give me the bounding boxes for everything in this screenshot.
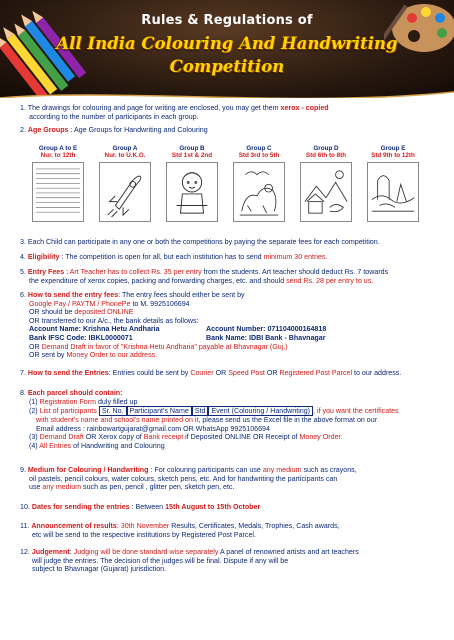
- rule-4-text: : The competition is open for all, but each institution has to send: [59, 253, 264, 261]
- rule-7-head: How to send the Entries: [27, 369, 109, 377]
- payment-number: to M. 9925106694: [130, 299, 190, 308]
- sub-1-text: duly filled up: [96, 397, 138, 406]
- rule-6-text: : The entry fees should either be sent by: [118, 291, 245, 299]
- group-d: [296, 145, 356, 227]
- rule-9-text-5: such as pen, pencil , glitter pen, sketch pen, etc.: [81, 483, 235, 492]
- rule-6-or-2: OR: [29, 342, 42, 351]
- header-line-3: Competition: [169, 57, 285, 76]
- rule-12-text-2: will judge the entries. The decision of the judges will be final. Dispute if any will be: [32, 556, 289, 565]
- account-number: 071104000164818: [267, 325, 327, 334]
- rule-9-head: Medium for Colouring / Handwriting: [27, 466, 149, 474]
- group-range: Std 9th to 12th: [371, 152, 415, 159]
- any-medium-2: any medium: [42, 483, 82, 492]
- group-c: [229, 145, 289, 227]
- bank-name-label: Bank Name:: [206, 333, 249, 342]
- group-name: Group B: [179, 145, 205, 152]
- deposit-online: deposited ONLINE: [74, 308, 134, 317]
- rule-10-num: 10.: [20, 503, 32, 511]
- registration-form: Registration Form: [39, 397, 97, 406]
- rule-12-head: Judgement: [31, 548, 70, 556]
- group-name: Group D: [313, 145, 339, 152]
- header-line-2: All India Colouring And Handwriting: [56, 34, 398, 53]
- group-name: Group C: [246, 145, 272, 152]
- rocket-drawing-thumbnail: [99, 162, 151, 222]
- bank-transfer-text: OR transferred to our A/c., the bank details as follows:: [29, 316, 199, 325]
- header-wave: [0, 86, 454, 98]
- judging-standard: Judging will be done standard wise separately: [73, 548, 219, 556]
- rule-3-text: 3. Each Child can participate in any one or both the competitions by paying the separate fees for each competition.: [20, 238, 380, 246]
- speed-post: Speed Post: [228, 369, 265, 377]
- rule-4-num: 4.: [20, 253, 28, 261]
- rule-11-text: Results, Certificates, Medals, Trophies, Cash awards,: [169, 522, 340, 530]
- group-range: Std 1st & 2nd: [171, 152, 213, 159]
- rule-9: [20, 466, 446, 492]
- child-drawing-thumbnail: [166, 162, 218, 222]
- rule-11-num: 11.: [20, 522, 32, 530]
- participant-list: List of participants: [39, 407, 97, 416]
- rule-1-text: 1. The drawings for colouring and page for writing are enclosed, you may get them: [20, 104, 281, 112]
- bank-name: IDBI Bank - Bhavnagar: [248, 333, 326, 342]
- rule-7-end: to our address.: [352, 369, 402, 377]
- column-std: Std: [192, 406, 209, 416]
- rule-10-head: Dates for sending the entries: [31, 503, 130, 511]
- group-name: Group E: [380, 145, 406, 152]
- column-event: Event (Colouring / Handwriting): [208, 406, 313, 416]
- group-range: Nur. to U.K.G.: [104, 152, 146, 159]
- rule-12: [20, 548, 446, 574]
- rule-11-sep: :: [116, 522, 121, 530]
- rule-4-highlight: minimum 30 entries.: [263, 253, 328, 261]
- ifsc-label: Bank IFSC Code:: [29, 333, 89, 342]
- group-range: Nur. to 12th: [40, 152, 76, 159]
- sub-3-text: OR Xerox copy of: [83, 433, 144, 442]
- rule-7: [20, 369, 446, 378]
- sub-2-text: , if you want the certificates: [313, 407, 399, 416]
- demand-draft: Demand Draft: [39, 433, 84, 442]
- rule-6-head: How to send the entry fees: [27, 291, 119, 299]
- sub-3-num: (3): [29, 433, 40, 442]
- animal-drawing-thumbnail: [233, 162, 285, 222]
- rule-10: [20, 503, 446, 512]
- account-name: Krishna Hetu Andharia: [83, 325, 160, 334]
- rule-5-text-2: the expenditure of xerox copies, packing and forwarding charges, etc. and should: [29, 276, 287, 285]
- rule-6: [20, 291, 446, 360]
- money-order: Money Order.: [299, 433, 343, 442]
- rule-2: [20, 126, 446, 135]
- rule-5-head: Entry Fees: [27, 268, 65, 276]
- sub-1-num: (1): [29, 397, 40, 406]
- rule-12-text-3: subject to Bhavnagar (Gujarat) jurisdiction.: [32, 565, 167, 574]
- sub-4-text: of Handwriting and Colouring: [71, 441, 165, 450]
- certificate-text: with student's name and school's name printed on it: [36, 416, 199, 425]
- rule-11-text-2: etc will be send to the respective institutions by Registered Post Parcel.: [32, 530, 256, 539]
- rule-5-highlight: Art Teacher has to collect Rs. 35 per entry: [69, 268, 202, 276]
- rule-8-num: 8.: [20, 389, 28, 397]
- ifsc-code: IBKL0000071: [88, 333, 133, 342]
- sub-4-num: (4): [29, 441, 40, 450]
- rule-11-head: Announcement of results: [31, 522, 117, 530]
- rule-9-text: : For colouring participants can use: [148, 466, 263, 474]
- rule-2-text: : Age Groups for Handwriting and Colouring: [68, 126, 208, 134]
- sub-2-num: (2): [29, 407, 40, 416]
- rule-4: [20, 253, 446, 262]
- rule-12-num: 12.: [20, 548, 32, 556]
- rule-8: [20, 389, 446, 451]
- rule-5-text: from the students. Art teacher should deduct Rs. 7 towards: [201, 268, 389, 276]
- column-participant-name: Participant's Name: [127, 406, 192, 416]
- rule-9-text-3: oil pastels, pencil colours, water colours, sketch pens, etc. And for handwriting the participants can: [29, 474, 338, 483]
- header-line-1: Rules & Regulations of: [141, 13, 313, 28]
- sub-3-text-2: if Deposited ONLINE OR Receipt of: [183, 433, 300, 442]
- rule-5-num: 5.: [20, 268, 28, 276]
- rule-3: [20, 238, 446, 247]
- rule-6-or-3: OR sent by: [29, 351, 67, 360]
- rule-2-num: 2.: [20, 126, 28, 134]
- rule-1: [20, 104, 446, 121]
- or-1: OR: [213, 369, 229, 377]
- landscape-drawing-thumbnail: [367, 162, 419, 222]
- payment-apps: Google Pay / PAYTM / PhonePe: [29, 299, 131, 308]
- rule-7-num: 7.: [20, 369, 28, 377]
- excel-text: , please send us the Excel file in the above format on our: [198, 416, 378, 425]
- group-range: Std 3rd to 5th: [238, 152, 280, 159]
- column-sr-no: Sr. No.: [99, 406, 127, 416]
- rule-12-text: A panel of renowned artists and art teachers: [218, 548, 359, 556]
- rule-8-head: Each parcel should contain:: [27, 389, 123, 397]
- group-a: [95, 145, 155, 227]
- scene-drawing-thumbnail: [300, 162, 352, 222]
- all-entries: All Entries: [39, 441, 72, 450]
- result-date: 30th November: [120, 522, 170, 530]
- demand-draft-text: Demand Draft in favor of "Krishna Hetu Andharia" payable at Bhavnagar (Guj.): [41, 342, 288, 351]
- entry-dates: 15th August to 15th October: [165, 503, 261, 511]
- rule-9-text-4: use: [29, 483, 43, 492]
- or-2: OR: [264, 369, 280, 377]
- money-order-text: Money Order to our address.: [66, 351, 158, 360]
- rule-1-text-2: according to the number of participants in each group.: [29, 112, 199, 121]
- rule-9-text-2: such as crayons,: [301, 466, 357, 474]
- rule-6-num: 6.: [20, 291, 28, 299]
- account-name-label: Account Name:: [29, 325, 83, 334]
- group-range: Std 6th to 8th: [305, 152, 347, 159]
- rule-6-or: OR should be: [29, 308, 75, 317]
- rule-1-highlight: xerox - copied: [280, 104, 329, 112]
- rule-12-sep: :: [69, 548, 74, 556]
- group-name: Group A: [112, 145, 138, 152]
- rule-5-highlight-2: send Rs. 28 per entry to us.: [286, 276, 374, 285]
- rule-2-head: Age Groups: [27, 126, 69, 134]
- bank-receipt: Bank receipt: [143, 433, 184, 442]
- any-medium: any medium: [262, 466, 302, 474]
- rule-11: [20, 522, 446, 539]
- group-e: [363, 145, 423, 227]
- contact-email: Email address : rainbowartgujarat@gmail.com OR WhatsApp 9925106694: [36, 424, 270, 433]
- handwriting-sheet-thumbnail: [32, 162, 84, 222]
- rule-5: [20, 268, 446, 285]
- account-number-label: Account Number:: [206, 325, 268, 334]
- rule-4-head: Eligibility: [27, 253, 60, 261]
- registered-post: Registered Post Parcel: [279, 369, 353, 377]
- group-a-to-e: [28, 145, 88, 227]
- rule-5-sep: :: [64, 268, 70, 276]
- rule-9-num: 9.: [20, 466, 28, 474]
- courier: Courier: [190, 369, 214, 377]
- age-groups: [28, 145, 428, 225]
- rule-10-text: : Between: [129, 503, 166, 511]
- header-banner: [0, 0, 454, 98]
- group-b: [162, 145, 222, 227]
- rule-7-text: : Entries could be sent by: [108, 369, 191, 377]
- group-name: Group A to E: [38, 145, 78, 152]
